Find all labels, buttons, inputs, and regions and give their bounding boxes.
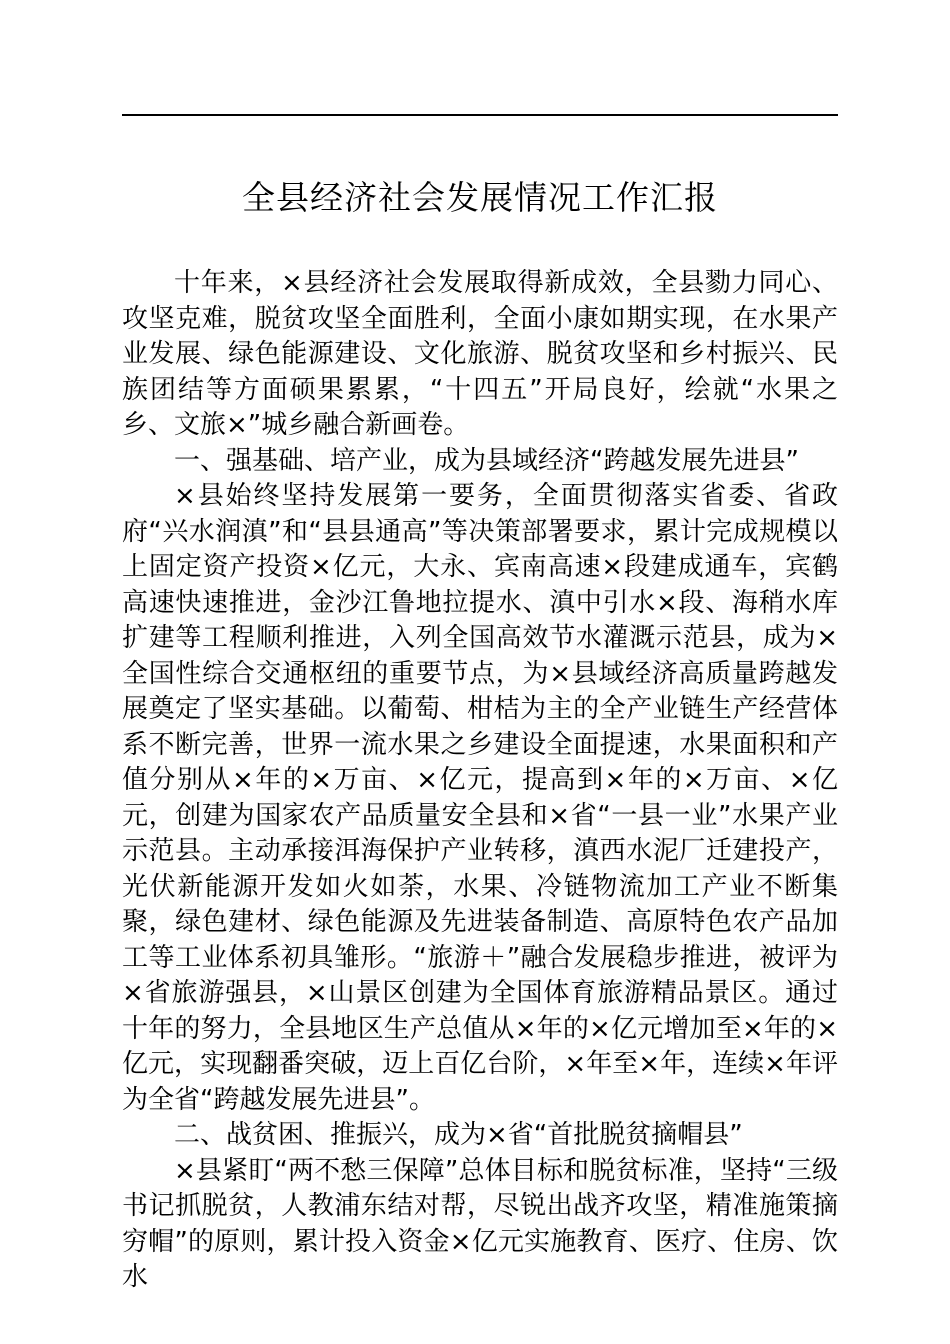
intro-paragraph: 十年来，×县经济社会发展取得新成效，全县勠力同心、攻坚克难，脱贫攻坚全面胜利，全面小康如期实现，在水果产业发展、绿色能源建设、文化旅游、脱贫攻坚和乡村振兴、民族团结等方面硕果累累，“十四五”开局良好，绘就“水果之乡、文旅×”城乡融合新画卷。 [122, 268, 838, 440]
section-2-paragraph: ×县紧盯“两不愁三保障”总体目标和脱贫标准，坚持“三级书记抓脱贫，人教浦东结对帮，尽锐出战齐攻坚，精准施策摘穷帽”的原则，累计投入资金×亿元实施教育、医疗、住房、饮水 [122, 1155, 838, 1292]
document-title: 全县经济社会发展情况工作汇报 [242, 178, 718, 217]
document-body [122, 266, 838, 1296]
section-heading-1: 一、强基础、培产业，成为县域经济“跨越发展先进县” [174, 445, 799, 476]
section-heading-2: 二、战贫困、推振兴，成为×省“首批脱贫摘帽县” [174, 1120, 743, 1150]
section-1-paragraph: ×县始终坚持发展第一要务，全面贯彻落实省委、省政府“兴水润滇”和“县县通高”等决策部署要求，累计完成规模以上固定资产投资×亿元，大永、宾南高速×段建成通车，宾鹤高速快速推进，金沙江鲁地拉提水、滇中引水×段、海稍水库扩建等工程顺利推进，入列全国高效节水灌溉示范县，成为×全国性综合交通枢纽的重要节点，为×县域经济高质量跨越发展奠定了坚实基础。以葡萄、柑桔为主的全产业链生产经营体系不断完善，世界一流水果之乡建设全面提速，水果面积和产值分别从×年的×万亩、×亿元，提高到×年的×万亩、×亿元，创建为国家农产品质量安全县和×省“一县一业”水果产业示范县。主动承接洱海保护产业转移，滇西水泥厂迁建投产，光伏新能源开发如火如荼，水果、冷链物流加工产业不断集聚，绿色建材、绿色能源及先进装备制造、高原特色农产品加工等工业体系初具雏形。“旅游＋”融合发展稳步推进，被评为×省旅游强县，×山景区创建为全国体育旅游精品景区。通过十年的努力，全县地区生产总值从×年的×亿元增加至×年的×亿元，实现翻番突破，迈上百亿台阶，×年至×年，连续×年评为全省“跨越发展先进县”。 [122, 481, 838, 1115]
header-rule [122, 114, 838, 116]
